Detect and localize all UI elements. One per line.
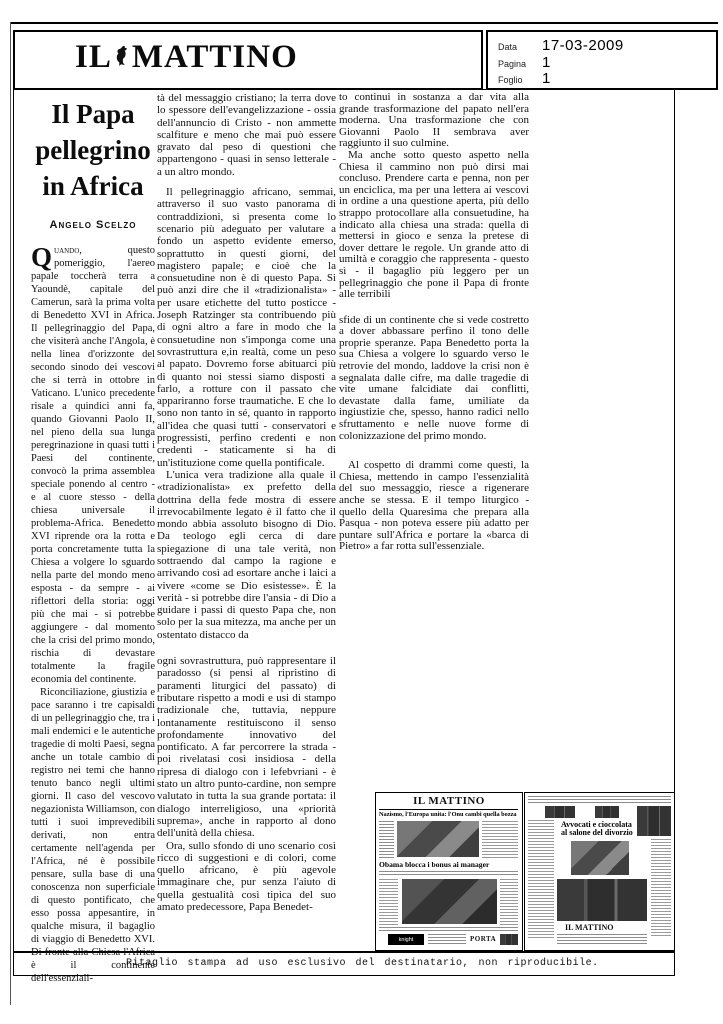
mini-headline-line: Avvocati e cioccolata	[561, 820, 632, 829]
photo-block	[402, 879, 497, 924]
text-noise-block	[528, 796, 671, 804]
author-byline: Angelo Scelzo	[49, 219, 137, 231]
photo-block	[571, 841, 629, 875]
article-paragraph: Il pellegrinaggio africano, semmai, attraverso il suo vasto panorama di contraddizioni, si presenta come lo scenario più adeguato per valutare a fondo un aspetto evidente emerso, soprattutto in questi giorni, del magistero papale; e cioè che la consuetudine non è di questo Papa. Si può anzi dire che il «tradizionalista» - per usare etichette del tutto posticce - Joseph Ratzinger sta contribuendo più di ogni altro a fare in modo che la consuetudine non s'imponga come una sovrastruttura e,in realtà, come un peso al papato. Dovremo forse abituarci più di quanto noi stessi siamo disposti a farlo, a rotture con il passato che appariranno forse traumatiche. E che lo sono non tanto in sé, quanto in rapporto all'idea che quasi tutti - conservatori e progressisti, perfino credenti e non credenti - staticamente si ha di un'istituzione come quella pontificale.	[157, 186, 336, 469]
page-label: Pagina	[498, 59, 527, 69]
masthead-suffix: MATTINO	[131, 39, 298, 75]
article-paragraph: sfide di un continente che si vede costretto a dover abbassare perfino il tono delle proprie speranze. Papa Benedetto porta la sua Chiesa a volgere lo sguardo verso le retrovie del mondo, laddove la crisi non è segnalata dalle cifre, ma dalle tragedie di vite umane falcidiate dai conflitti, devastate dalla fame, umiliate da ingiustizie che, spesso, hanno radici nello sfruttamento e nelle nuove forme di colonizzazione del primo mondo.	[339, 313, 529, 442]
photo-block	[557, 879, 647, 921]
article-paragraph: L'unica vera tradizione alla quale il «tradizionalista» ex prefetto della dottrina della fede mostra di essere irrevocabilmente legato è il fatto che il mondo abbia assoluto bisogno di Dio. Da teologo egli cerca di dare spiegazione di una tale verità, non sottraendo dal campo la ragione e arrivando così ad esortare anche i laici a vivere «come se Dio esistesse». È la verità - si potrebbe dire l'ansia - di Dio a guidare i passi di questo Papa che, non solo per la sua mitezza, ma anche per un ostentato distacco da	[157, 468, 336, 641]
masthead-logo	[75, 39, 298, 79]
sheet-label: Foglio	[498, 75, 523, 85]
article-column-1	[31, 244, 155, 985]
drop-cap: Q	[31, 242, 53, 272]
title-line: pellegrino	[35, 135, 151, 165]
title-line: Il Papa	[51, 99, 135, 129]
title-line: in Africa	[42, 171, 144, 201]
brand-knight: knight	[388, 934, 424, 945]
paragraph-text: , questo pomeriggio, l'aereo papale toccherà terra a Yaoundè, capitale del Camerun, sarà la prima volta di Benedetto XVI in Africa. Il pellegrinaggio del Papa, che visiterà anche l'Angola, è nella linea d'orizzonte del secondo sinodo dei vescovi che si terrà in ottobre in Vaticano. L'unico precedente risale a quindici anni fa, quando Giovanni Paolo II, nel pieno della sua lunga peregrinazione in quasi tutti i Paesi del continente, convocò la prima assemblea speciale ponendo al centro - e al cuore stesso - della chiesa universale il problema-Africa. Benedetto XVI riprende ora la rotta e porta concretamente tutta la Chiesa a volgere lo sguardo nella parte del mondo meno esposta - da sempre - ai riflettori della storia: oggi più che mai - si potrebbe aggiungere - dal momento che la crisi del primo mondo, rischia di devastare totalmente la fragile economia del continente.	[31, 245, 155, 685]
masthead-prefix: IL	[75, 39, 112, 75]
article-paragraph: to continui in sostanza a dar vita alla grande trasformazione del papato nell'era moderna. Una trasformazione che con Giovanni Paolo II sembrava aver raggiunto il suo culmine.	[339, 91, 529, 150]
footer-strip-text: Ritaglio stampa ad uso esclusivo del destinatario, non riproducibile.	[126, 958, 599, 969]
text-noise-block	[428, 934, 466, 945]
photo-block	[595, 806, 619, 818]
text-noise-block	[557, 934, 647, 946]
text-noise-block	[482, 821, 518, 859]
masthead-box	[13, 30, 483, 90]
info-row-page	[498, 54, 551, 71]
publication-info-box	[486, 30, 718, 90]
mini-headline-line: al salone del divorzio	[561, 828, 633, 838]
mini-headline	[561, 821, 653, 838]
text-noise-block	[500, 879, 518, 929]
photo-block	[397, 821, 479, 857]
article-paragraph: tà del messaggio cristiano; la terra dove lo spessore dell'evangelizzazione - ossia dell'annuncio di Cristo - non ammette scalfiture e meno che mai può essere gravato dal peso di questioni che appartengono - quasi in senso letterale - a un altro mondo.	[157, 92, 336, 178]
divider	[379, 809, 518, 810]
article-paragraph	[31, 244, 155, 686]
mini-headline: Nazismo, l'Europa unita: l'Onu cambi quella bozza	[379, 811, 517, 818]
mini-headline: Obama blocca i bonus ai manager	[379, 860, 490, 869]
brand-porta: PORTA	[470, 935, 497, 943]
article-column-3	[339, 92, 529, 553]
newspaper-thumbnail-right	[524, 792, 675, 951]
rooster-emblem-icon	[113, 42, 131, 79]
top-rule	[10, 22, 718, 24]
text-noise-block	[379, 879, 398, 929]
article-paragraph: Ma anche sotto questo aspetto nella Chiesa il cammino non può dirsi mai concluso. Prendere carta e penna, non per un enciclica, ma per una lettera ai vescovi in ordine a una questione aperta, più dello strappo protocollare alla consuetudine, ha indicato alla chiesa una strada: quella di mettersi in gioco e senza la pretese di dover dettare le regole. Un grande atto di umiltà e coraggio che rappresenta - questo sì - il bagaglio più leggero per un pellegrinaggio che pone il Papa di fronte alle terribili	[339, 148, 529, 301]
article-paragraph: ogni sovrastruttura, può rappresentare il paradosso (si pensi al ripristino di paramenti liturgici del passato) di tributare rispetto a modi e usi di stampo tradizionale che, tuttavia, neppure lontanamente restituiscono il senso profondamente innovativo del pontificato. A far percorrere la strada - poi rivelatasi così insidiosa - della ripresa di dialogo con i lefebvriani - è stato un altro punto-cardine, non sempre valutato in tutta la sua grande portata: il dialogo interreligioso, una «priorità suprema», anche in rapporto al dono dell'unità della chiesa.	[157, 655, 336, 840]
photo-block	[500, 934, 518, 945]
sheet-value: 1	[542, 70, 551, 87]
info-row-date	[498, 37, 624, 54]
header-rule-extension	[674, 89, 718, 90]
text-noise-block	[379, 871, 518, 876]
mini-masthead: IL MATTINO	[413, 795, 485, 807]
article-title	[30, 96, 156, 204]
newspaper-thumbnail-left	[375, 792, 523, 951]
info-row-sheet	[498, 70, 551, 87]
date-label: Data	[498, 42, 518, 52]
first-word: uando	[54, 245, 80, 256]
footer-strip	[13, 951, 675, 976]
text-noise-block	[379, 821, 394, 859]
article-column-2	[157, 92, 336, 913]
date-value: 17-03-2009	[542, 37, 624, 54]
text-noise-block	[651, 839, 671, 938]
text-noise-block	[528, 820, 554, 938]
article-paragraph: Ora, sullo sfondo di uno scenario così ricco di suggestioni e di colori, come quello africano, è più agevole immaginare che, pur senza l'aiuto di quella gestualità così tipica del suo amato predecessore, Papa Benedet-	[157, 839, 336, 913]
text-noise-block	[379, 927, 518, 931]
article-paragraph: Riconciliazione, giustizia e pace saranno i tre capisaldi di un pellegrinaggio che, tra i mali endemici e le autentiche tragedie di molti Paesi, segna anche un totale cambio di registro nei temi che hanno tenuto banco negli ultimi giorni. Il caso del vescovo negazionista Williamson, con tutti i suoi imprevedibili derivati, non entra certamente nell'agenda per l'Africa, né è possibile pensare, sulla base di una conoscenza non superficiale di questo pontificato, che esso possa appesantire, in qualche misura, il bagaglio di viaggio di Benedetto XVI. Di fronte alla Chiesa l'Africa è il continente dell'essenziali-	[31, 687, 155, 984]
page-value: 1	[542, 54, 551, 71]
article-paragraph: Al cospetto di drammi come questi, la Chiesa, mettendo in campo l'essenzialità del suo messaggio, riesce a rigenerare anche se stessa. E il tempo liturgico - quello della Quaresima che prepara alla Pasqua - non poteva essere più adatto per puntare sull'Africa e portare la «barca di Pietro» a far rotta sull'essenziale.	[339, 459, 529, 553]
photo-block	[545, 806, 575, 818]
left-rule	[10, 22, 11, 1005]
mini-masthead: IL MATTINO	[565, 923, 614, 932]
